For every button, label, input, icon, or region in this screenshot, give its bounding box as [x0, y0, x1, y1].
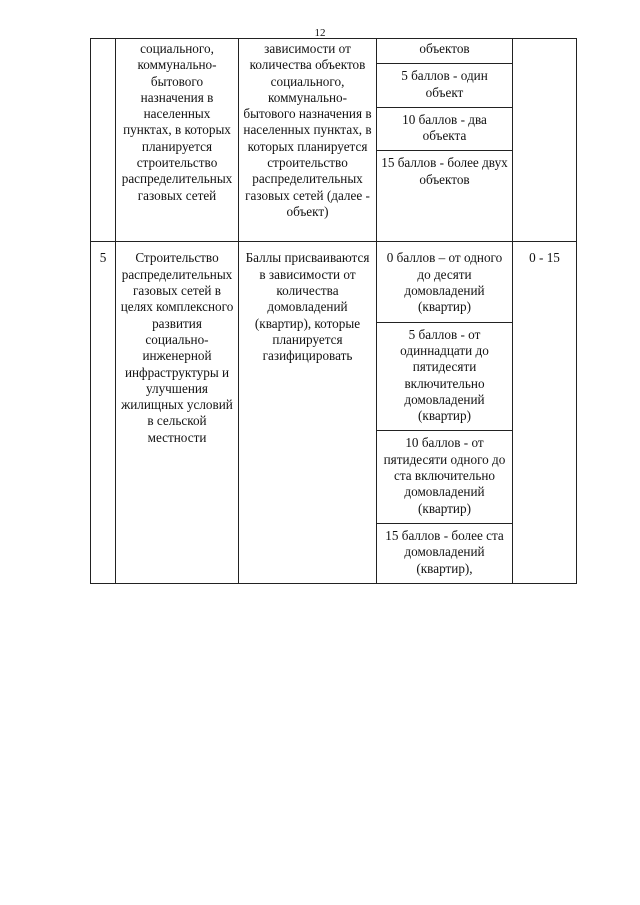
- score-cell: 10 баллов - два объекта: [377, 107, 513, 151]
- score-cell: 0 баллов – от одного до десяти домовладений (квартир): [377, 242, 513, 322]
- score-cell: 15 баллов - более двух объектов: [377, 151, 513, 242]
- criterion-cell: социального, коммунально-бытового назначения в населенных пунктах, в которых планируется строительство распределительных газовых сетей: [116, 39, 239, 242]
- criteria-table: [90, 38, 577, 584]
- score-cell: 15 баллов - более ста домовладений (квартир),: [377, 523, 513, 583]
- table-row: [91, 39, 577, 64]
- score-cell: 10 баллов - от пятидесяти одного до ста включительно домовладений (квартир): [377, 431, 513, 523]
- row-number-cell: 5: [91, 242, 116, 583]
- method-cell: Баллы присваиваются в зависимости от количества домовладений (квартир), которые планируется газифицировать: [239, 242, 377, 583]
- score-cell: 5 баллов - от одиннадцати до пятидесяти включительно домовладений (квартир): [377, 322, 513, 431]
- range-cell: [513, 39, 577, 242]
- range-cell: 0 - 15: [513, 242, 577, 583]
- row-number-cell: [91, 39, 116, 242]
- score-cell: 5 баллов - один объект: [377, 64, 513, 108]
- page-number: 12: [314, 27, 326, 39]
- criterion-cell: Строительство распределительных газовых сетей в целях комплексного развития социально-инженерной инфраструктуры и улучшения жилищных условий в сельской местности: [116, 242, 239, 583]
- method-cell: зависимости от количества объектов социального, коммунально-бытового назначения в населенных пунктах, в которых планируется строительство распределительных газовых сетей (далее - объект): [239, 39, 377, 242]
- score-cell: объектов: [377, 39, 513, 64]
- table-row: [91, 242, 577, 322]
